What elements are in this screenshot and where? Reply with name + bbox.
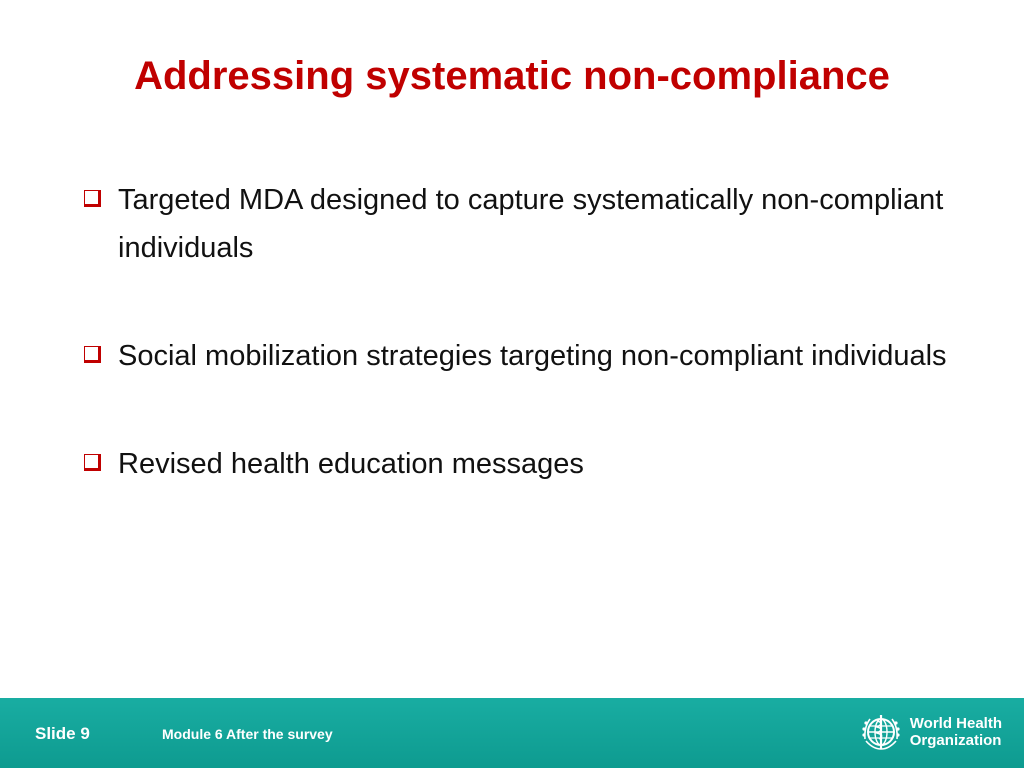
who-emblem-icon [858,709,904,755]
bullet-text: Revised health education messages [118,448,584,480]
bullet-item [82,440,962,488]
bullet-text: Targeted MDA designed to capture systematically non-compliant individuals [118,184,944,264]
square-bullet-icon [84,454,101,471]
square-bullet-icon [84,346,101,363]
bullet-item [82,332,962,380]
bullet-list [82,176,962,548]
org-name [910,715,1002,749]
bullet-item [82,176,962,272]
who-logo [858,708,1002,756]
org-name-line1: World Health [909,715,1002,732]
bullet-text: Social mobilization strategies targeting non-compliant individuals [118,340,947,372]
slide-number: Slide 9 [35,724,90,743]
footer-bar [0,698,1024,768]
module-label: Module 6 After the survey [162,726,333,742]
square-bullet-icon [84,190,101,207]
org-name-line2: Organization [909,732,1002,749]
slide-title: Addressing systematic non-compliance [134,54,890,98]
